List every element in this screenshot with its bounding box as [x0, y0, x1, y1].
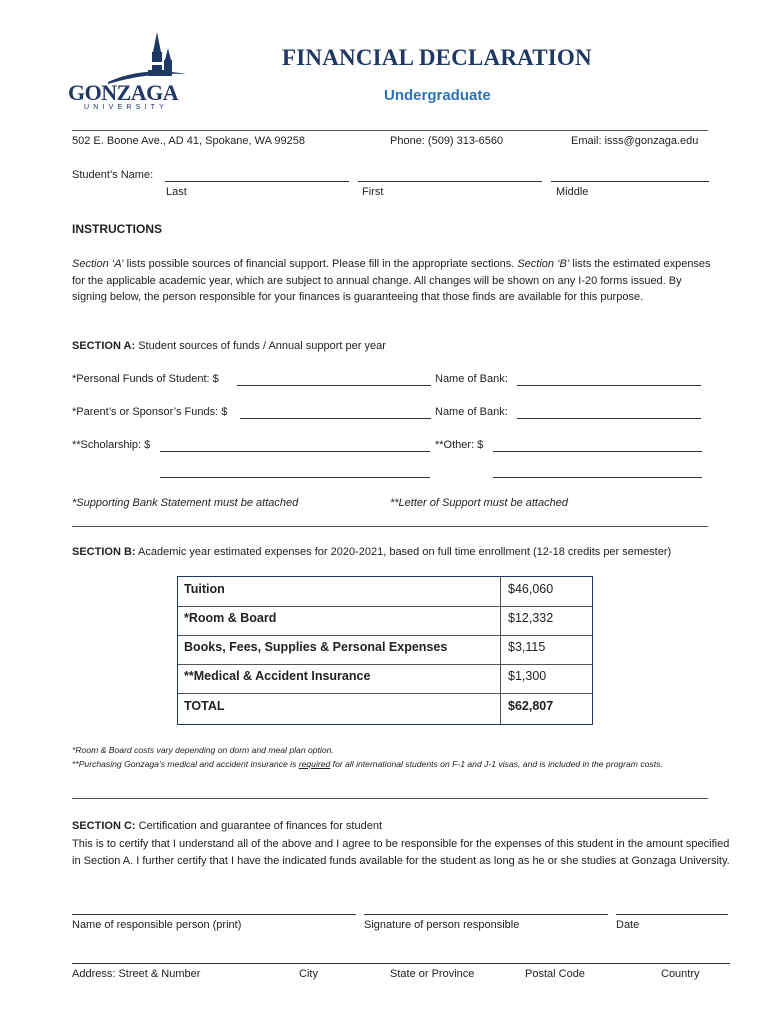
student-name-label: Student’s Name: — [72, 169, 154, 181]
section-c-desc: Certification and guarantee of finances for student — [138, 820, 382, 832]
table-total-row — [178, 694, 592, 723]
bank-statement-note: *Supporting Bank Statement must be attached — [72, 497, 299, 509]
section-a-divider — [72, 526, 708, 527]
section-b-title — [72, 546, 671, 558]
student-last-label: Last — [166, 186, 187, 198]
expense-value: $3,115 — [508, 640, 546, 654]
state-label: State or Province — [390, 968, 475, 980]
bank2-label: Name of Bank: — [435, 406, 508, 418]
student-first-label: First — [362, 186, 384, 198]
date-label: Date — [616, 919, 640, 931]
insurance-note-pre: **Purchasing Gonzaga’s medical and accident insurance is — [72, 759, 299, 769]
header-divider — [72, 130, 708, 131]
section-a-ref: Section ‘A’ — [72, 258, 124, 270]
other-label: **Other: $ — [435, 439, 484, 451]
section-a-heading: SECTION A: — [72, 340, 136, 352]
section-b-divider — [72, 798, 708, 799]
signature-field[interactable] — [364, 914, 608, 915]
expense-value: $1,300 — [508, 669, 547, 683]
section-b-heading: SECTION B: — [72, 546, 136, 558]
student-middle-label: Middle — [556, 186, 589, 198]
page-title: FINANCIAL DECLARATION — [282, 45, 592, 70]
expense-label: Books, Fees, Supplies & Personal Expenses — [184, 640, 448, 654]
instructions-heading: INSTRUCTIONS — [72, 222, 162, 236]
expense-label: **Medical & Accident Insurance — [184, 669, 371, 683]
bank1-field[interactable] — [517, 385, 701, 386]
expense-label: Tuition — [184, 582, 225, 596]
city-label: City — [299, 968, 318, 980]
section-a-title — [72, 340, 386, 352]
address-label: Address: Street & Number — [72, 968, 201, 980]
total-label: TOTAL — [184, 699, 225, 713]
contact-email: Email: isss@gonzaga.edu — [571, 135, 699, 147]
section-b-desc: Academic year estimated expenses for 2020-2021, based on full time enrollment (12-18 credits per semester) — [138, 546, 672, 558]
page-subtitle: Undergraduate — [384, 87, 491, 104]
bank2-field[interactable] — [517, 418, 701, 419]
contact-phone: Phone: (509) 313-6560 — [390, 135, 504, 147]
postal-label: Postal Code — [525, 968, 585, 980]
personal-funds-field[interactable] — [237, 385, 431, 386]
other-field[interactable] — [493, 451, 702, 452]
student-first-field[interactable] — [358, 181, 542, 182]
date-field[interactable] — [616, 914, 728, 915]
responsible-name-field[interactable] — [72, 914, 356, 915]
student-last-field[interactable] — [165, 181, 349, 182]
other-field-2[interactable] — [493, 477, 702, 478]
signature-label: Signature of person responsible — [364, 919, 520, 931]
instructions-text-1: lists possible sources of financial support. Please fill in the appropriate sections. — [123, 258, 518, 270]
responsible-name-label: Name of responsible person (print) — [72, 919, 242, 931]
section-a-desc: Student sources of funds / Annual support per year — [138, 340, 386, 352]
insurance-note-post: for all international students on F-1 and J-1 visas, and is included in the program costs. — [330, 759, 663, 769]
section-c-title — [72, 820, 382, 832]
address-field[interactable] — [72, 963, 730, 964]
table-row — [178, 606, 592, 635]
certification-text: This is to certify that I understand all of the above and I agree to be responsible for the expenses of this student in the amount specified in Section A. I further certify that I have the indicated funds available for the student as long as he or she studies at Gonzaga University. — [72, 838, 730, 867]
personal-funds-label: *Personal Funds of Student: $ — [72, 373, 219, 385]
expense-label: *Room & Board — [184, 611, 277, 625]
contact-address: 502 E. Boone Ave., AD 41, Spokane, WA 99258 — [72, 135, 306, 147]
room-board-note: *Room & Board costs vary depending on dorm and meal plan option. — [72, 745, 334, 755]
country-label: Country — [661, 968, 700, 980]
total-value: $62,807 — [508, 699, 554, 713]
insurance-note — [72, 757, 722, 771]
section-c-heading: SECTION C: — [72, 820, 136, 832]
expenses-table — [177, 576, 593, 725]
sponsor-funds-label: *Parent’s or Sponsor’s Funds: $ — [72, 406, 228, 418]
instructions-text-2: lists the estimated expenses for the applicable academic year, which are subject to annual change. All changes will be shown on any I-20 forms issued. By signing below, the person responsible for your finances is guaranteeing that those finds are available for this purpose. — [72, 258, 711, 303]
student-middle-field[interactable] — [551, 181, 709, 182]
table-row — [178, 577, 592, 606]
table-row — [178, 664, 592, 693]
instructions-text — [72, 256, 712, 306]
section-b-ref: Section ‘B’ — [517, 258, 570, 270]
bank1-label: Name of Bank: — [435, 373, 508, 385]
sponsor-funds-field[interactable] — [240, 418, 431, 419]
gonzaga-logo — [68, 30, 188, 112]
letter-support-note: **Letter of Support must be attached — [390, 497, 568, 509]
expense-value: $12,332 — [508, 611, 554, 625]
expense-value: $46,060 — [508, 582, 554, 596]
scholarship-label: **Scholarship: $ — [72, 439, 151, 451]
scholarship-field[interactable] — [160, 451, 430, 452]
scholarship-field-2[interactable] — [160, 477, 430, 478]
insurance-note-required: required — [298, 759, 331, 769]
logo-sub: UNIVERSITY — [84, 104, 169, 111]
table-row — [178, 635, 592, 664]
logo-name: GONZAGA — [68, 80, 179, 105]
